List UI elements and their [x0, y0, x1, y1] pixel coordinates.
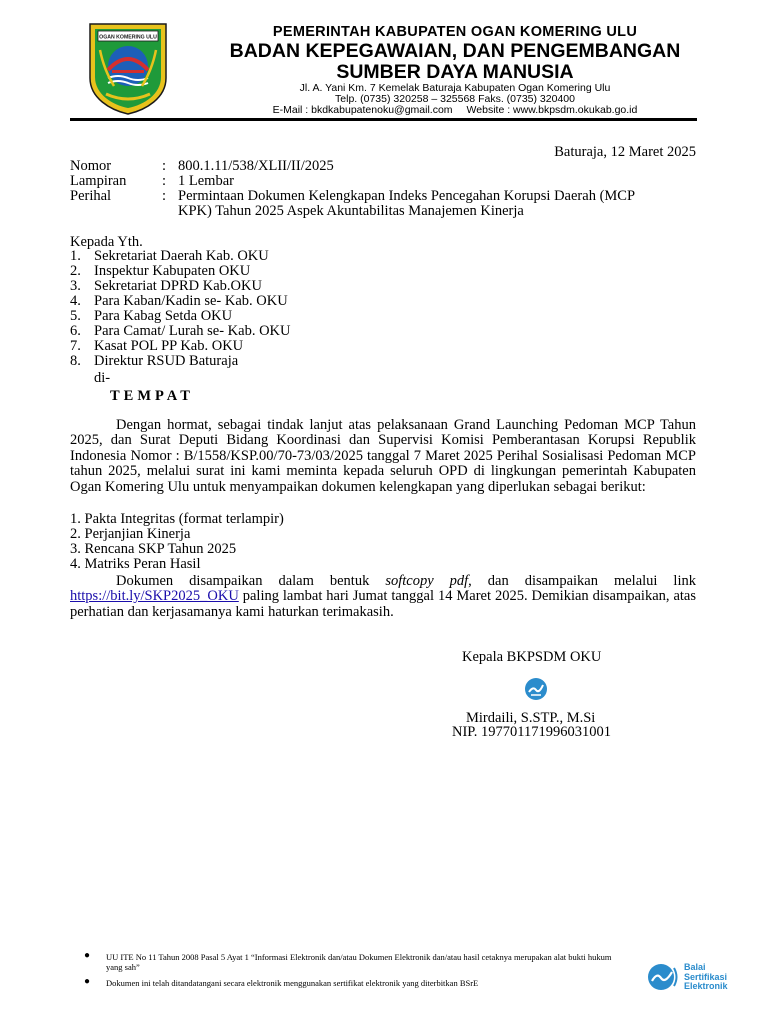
- format-emphasis: softcopy pdf: [385, 573, 469, 589]
- letterhead-divider: [70, 118, 697, 121]
- signatory-name: Mirdaili, S.STP., M.Si: [466, 710, 596, 726]
- bsre-text-line3: Elektronik: [684, 981, 728, 991]
- field-separator: :: [162, 188, 167, 204]
- field-label: Lampiran: [70, 173, 127, 189]
- field-value: 800.1.11/538/XLII/II/2025: [178, 158, 334, 174]
- agency-address: Jl. A. Yani Km. 7 Kemelak Baturaja Kabupaten Ogan Komering Ulu: [299, 82, 611, 94]
- bullet-icon: ●: [84, 976, 91, 987]
- agency-name-line2: SUMBER DAYA MANUSIA: [336, 61, 574, 83]
- field-separator: :: [162, 158, 167, 174]
- field-value-line2: KPK) Tahun 2025 Aspek Akuntabilitas Manajemen Kinerja: [178, 203, 524, 219]
- field-separator: :: [162, 173, 167, 189]
- field-value: 1 Lembar: [178, 173, 234, 189]
- list-item: 1. Pakta Integritas (format terlampir): [70, 511, 284, 527]
- list-item: 3. Rencana SKP Tahun 2025: [70, 541, 237, 557]
- agency-website: Website : www.bkpsdm.okukab.go.id: [466, 104, 638, 116]
- bullet-icon: ●: [84, 950, 91, 961]
- field-label: Perihal: [70, 188, 112, 204]
- letter-date: Baturaja, 12 Maret 2025: [554, 144, 696, 160]
- bsre-text-line1: Balai: [684, 962, 706, 972]
- agency-phone: Telp. (0735) 320258 – 325568 Faks. (0735) 320400: [335, 93, 575, 105]
- signatory-nip: NIP. 197701171996031001: [452, 724, 611, 740]
- list-item: 4. Matriks Peran Hasil: [70, 556, 201, 572]
- list-item: 2. Perjanjian Kinerja: [70, 526, 191, 542]
- signatory-title: Kepala BKPSDM OKU: [462, 649, 602, 665]
- body-paragraph: Dengan hormat, sebagai tindak lanjut atas pelaksanaan Grand Launching Pedoman MCP Tahun 2025, dan Surat Deputi Bidang Koordinasi dan Supervisi Komisi Pemberantasan Korupsi Republik Indonesia Nomor : B/1558/KSP.00/70-73/03/2025 tanggal 7 Maret 2025 Perihal Sosialisasi Pedoman MCP tahun 2025, melalui surat ini kami meminta kepada seluruh OPD di lingkungan pemerintah Kabupaten Ogan Komering Ulu untuk menyampaikan dokumen kelengkapan yang diperlukan sebagai berikut:: [70, 417, 696, 495]
- e-signature-icon: [524, 677, 548, 701]
- agency-contact: [175, 104, 735, 116]
- bsre-emblem-icon: [646, 962, 680, 992]
- field-value-line1: Permintaan Dokumen Kelengkapan Indeks Pencegahan Korupsi Daerah (MCP: [178, 188, 636, 204]
- regency-emblem: [86, 20, 170, 116]
- emblem-label: OGAN KOMERING ULU: [99, 34, 157, 41]
- bsre-text-line2: Sertifikasi: [684, 971, 728, 982]
- recipients-heading: Kepada Yth.: [70, 234, 143, 250]
- agency-email: E-Mail : bkdkabupatenoku@gmail.com: [272, 104, 453, 116]
- agency-name-line1: BADAN KEPEGAWAIAN, DAN PENGEMBANGAN: [229, 40, 681, 62]
- recipient-di: di-: [94, 370, 111, 386]
- bsre-logo: [646, 962, 738, 992]
- submission-link[interactable]: https://bit.ly/SKP2025_OKU: [70, 588, 239, 605]
- recipient-tempat: TEMPAT: [110, 388, 194, 404]
- closing-paragraph: Dokumen disampaikan dalam bentuk softcopy pdf, dan disampaikan melalui link https://bit.ly/SKP2025_OKU paling lambat hari Jumat tanggal 14 Maret 2025. Demikian disampaikan, atas perhatian dan kerjasamanya kami haturkan terimakasih.: [70, 573, 696, 620]
- field-label: Nomor: [70, 158, 112, 174]
- agency-government-line: PEMERINTAH KABUPATEN OGAN KOMERING ULU: [272, 24, 638, 40]
- requested-documents-list: [70, 512, 284, 572]
